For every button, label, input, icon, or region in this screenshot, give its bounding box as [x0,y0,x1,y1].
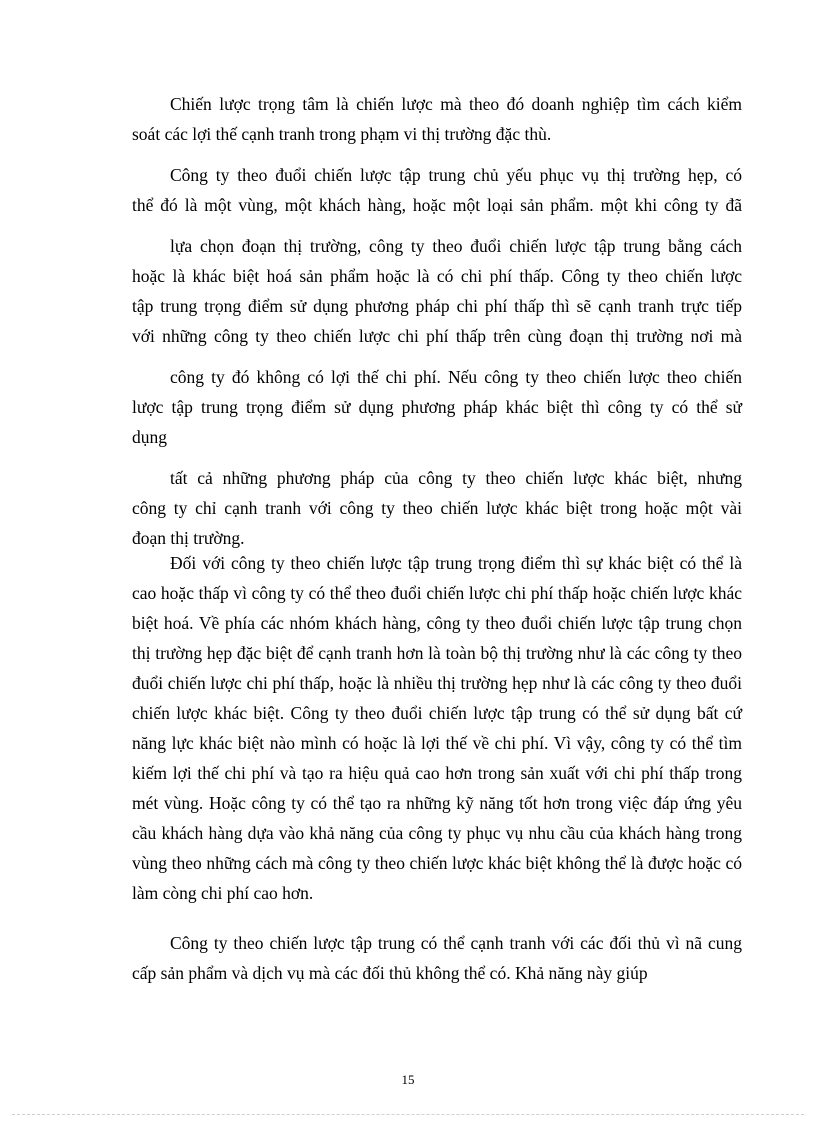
text-line: lược tập trung trọng điểm sử dụng phương pháp khác biệt thì công ty có thể sử [132,397,742,417]
text-line: Công ty theo đuổi chiến lược tập trung chủ yếu phục vụ thị trường hẹp, có [170,165,742,185]
text-line: đoạn thị trường. [132,528,245,548]
text-line: tất cả những phương pháp của công ty theo chiến lược khác biệt, nhưng [170,468,742,488]
text-line: công ty chỉ cạnh tranh với công ty theo chiến lược khác biệt trong hoặc một vài [132,498,742,518]
text-line: hoặc là khác biệt hoá sản phẩm hoặc là có chi phí thấp. Công ty theo chiến lược [132,266,742,286]
paragraph-competition: Công ty theo chiến lược tập trung có thể cạnh tranh với các đối thủ vì nã cung cấp sản phẩm và dịch vụ mà các đối thủ không thể có. Khả năng này giúp [132,933,742,983]
text-line: thể đó là một vùng, một khách hàng, hoặc một loại sản phẩm. một khi công ty đã [132,195,742,215]
text-line: Chiến lược trọng tâm là chiến lược mà theo đó doanh nghiệp tìm cách kiểm [170,94,742,114]
paragraph-differentiation: Đối với công ty theo chiến lược tập trung trọng điểm thì sự khác biệt có thể là cao hoặc thấp vì công ty có thể theo đuổi chiến lược chi phí thấp hoặc chiến lược khác biệt hoá. Về phía các nhóm khách hàng, công ty theo đuổi chiến lược tập trung chọn thị trường hẹp đặc biệt để cạnh tranh hơn là toàn bộ thị trường như là các công ty theo đuổi chiến lược chi phí thấp, hoặc là nhiều thị trường hẹp như là các công ty theo đuổi chiến lược khác biệt. Công ty theo đuổi chiến lược tập trung có thể sử dụng bất cứ năng lực khác biệt nào mình có hoặc là lợi thế về chi phí. Vì vậy, công ty có thể tìm kiếm lợi thế chi phí và tạo ra hiệu quả cao hơn trong sản xuất với chi phí thấp trong mét vùng. Hoặc công ty có thể tạo ra những kỹ năng tốt hơn trong việc đáp ứng yêu cầu khách hàng dựa vào khả năng của công ty phục vụ nhu cầu của khách hàng trong vùng theo những cách mà công ty theo chiến lược khác biệt không thể là được hoặc có làm còng chi phí cao hơn. [132,553,742,903]
text-line: công ty đó không có lợi thế chi phí. Nếu công ty theo chiến lược theo chiến [170,367,742,387]
text-line: soát các lợi thế cạnh tranh trong phạm vi thị trường đặc thù. [132,124,552,144]
page-bottom-divider [12,1114,804,1115]
text-line: dụng [132,427,167,447]
text-line: lựa chọn đoạn thị trường, công ty theo đuổi chiến lược tập trung bằng cách [170,236,742,256]
text-line: tập trung trọng điểm sử dụng phương pháp chi phí thấp thì sẽ cạnh tranh trực tiếp [132,296,742,316]
page-number: 15 [401,1072,415,1087]
text-line: với những công ty theo chiến lược chi phí thấp trên cùng đoạn thị trường nơi mà [132,326,742,346]
